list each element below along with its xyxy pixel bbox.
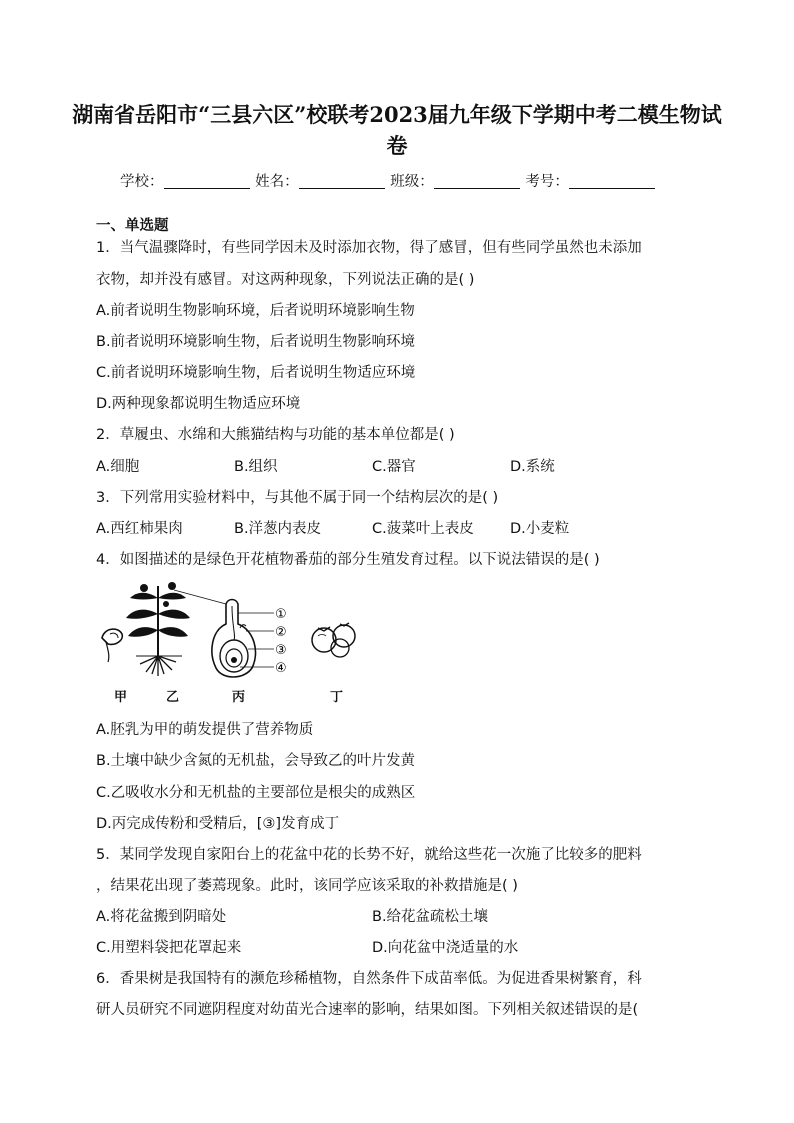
- section-title: 一、单选题: [96, 218, 169, 234]
- q1-option-b: B.前者说明环境影响生物，后者说明生物影响环境: [96, 334, 416, 350]
- q5-text-line1: 5．某同学发现自家阳台上的花盆中花的长势不好，就给这些花一次施了比较多的肥料: [96, 847, 642, 863]
- school-label: 学校：: [120, 174, 164, 190]
- q5-option-c: C.用塑料袋把花罩起来: [96, 940, 242, 956]
- marker-3: ③: [275, 643, 287, 658]
- figure-label-jia: 甲: [114, 690, 128, 705]
- class-label: 班级：: [390, 174, 434, 190]
- q4-option-d: D.丙完成传粉和受精后，[③]发育成丁: [96, 816, 340, 832]
- tomato-reproduction-figure: [96, 576, 376, 704]
- figure-label-ding: 丁: [330, 690, 344, 705]
- exam-title-line2: 卷: [386, 133, 408, 158]
- q6-text-line1: 6．香果树是我国特有的濒危珍稀植物，自然条件下成苗率低。为促进香果树繁育，科: [96, 971, 642, 987]
- school-blank[interactable]: [164, 173, 250, 189]
- name-label: 姓名：: [255, 174, 299, 190]
- pistil-section-illustration: [212, 600, 274, 678]
- q5-option-b: B.给花盆疏松土壤: [372, 909, 489, 925]
- q4-text: 4．如图描述的是绿色开花植物番茄的部分生殖发育过程。以下说法错误的是( ): [96, 552, 600, 568]
- id-blank[interactable]: [569, 173, 655, 189]
- q2-option-d: D.系统: [510, 459, 555, 475]
- figure-label-yi: 乙: [166, 690, 180, 705]
- seed-illustration: [102, 629, 122, 662]
- marker-2: ②: [275, 625, 287, 640]
- q3-option-c: C.菠菜叶上表皮: [372, 521, 474, 537]
- class-blank[interactable]: [434, 173, 520, 189]
- q1-option-a: A.前者说明生物影响环境，后者说明环境影响生物: [96, 303, 415, 319]
- q1-option-d: D.两种现象都说明生物适应环境: [96, 396, 301, 412]
- q4-option-b: B.土壤中缺少含氮的无机盐，会导致乙的叶片发黄: [96, 753, 416, 769]
- q3-option-a: A.西红柿果肉: [96, 521, 183, 537]
- q3-text: 3．下列常用实验材料中，与其他不属于同一个结构层次的是( ): [96, 490, 499, 506]
- q5-option-a: A.将花盆搬到阴暗处: [96, 909, 227, 925]
- q4-option-a: A.胚乳为甲的萌发提供了营养物质: [96, 722, 314, 738]
- q3-option-d: D.小麦粒: [510, 521, 570, 537]
- q2-option-b: B.组织: [234, 459, 278, 475]
- q6-text-line2: 研人员研究不同遮阴程度对幼苗光合速率的影响，结果如图。下列相关叙述错误的是(: [96, 1002, 639, 1018]
- q2-option-a: A.细胞: [96, 459, 140, 475]
- q1-option-c: C.前者说明环境影响生物，后者说明生物适应环境: [96, 365, 416, 381]
- q1-text-line1: 1．当气温骤降时，有些同学因未及时添加衣物，得了感冒，但有些同学虽然也未添加: [96, 240, 642, 256]
- exam-title-line1: 湖南省岳阳市“三县六区”校联考2023届九年级下学期中考二模生物试: [72, 102, 722, 127]
- q1-text-line2: 衣物，却并没有感冒。对这两种现象，下列说法正确的是( ): [96, 272, 475, 288]
- q5-option-d: D.向花盆中浇适量的水: [372, 940, 519, 956]
- marker-1: ①: [275, 607, 287, 622]
- student-info-row: [120, 170, 656, 191]
- tomato-plant-illustration: [126, 582, 226, 676]
- figure-label-bing: 丙: [232, 690, 246, 705]
- marker-4: ④: [275, 661, 287, 676]
- q2-text: 2．草履虫、水绵和大熊猫结构与功能的基本单位都是( ): [96, 427, 455, 443]
- name-blank[interactable]: [299, 173, 385, 189]
- q4-option-c: C.乙吸收水分和无机盐的主要部位是根尖的成熟区: [96, 785, 416, 801]
- q3-option-b: B.洋葱内表皮: [234, 521, 322, 537]
- q2-option-c: C.器官: [372, 459, 416, 475]
- q5-text-line2: ，结果花出现了萎蔫现象。此时，该同学应该采取的补救措施是( ): [96, 878, 518, 894]
- tomato-fruit-illustration: [312, 623, 355, 657]
- id-label: 考号：: [525, 174, 569, 190]
